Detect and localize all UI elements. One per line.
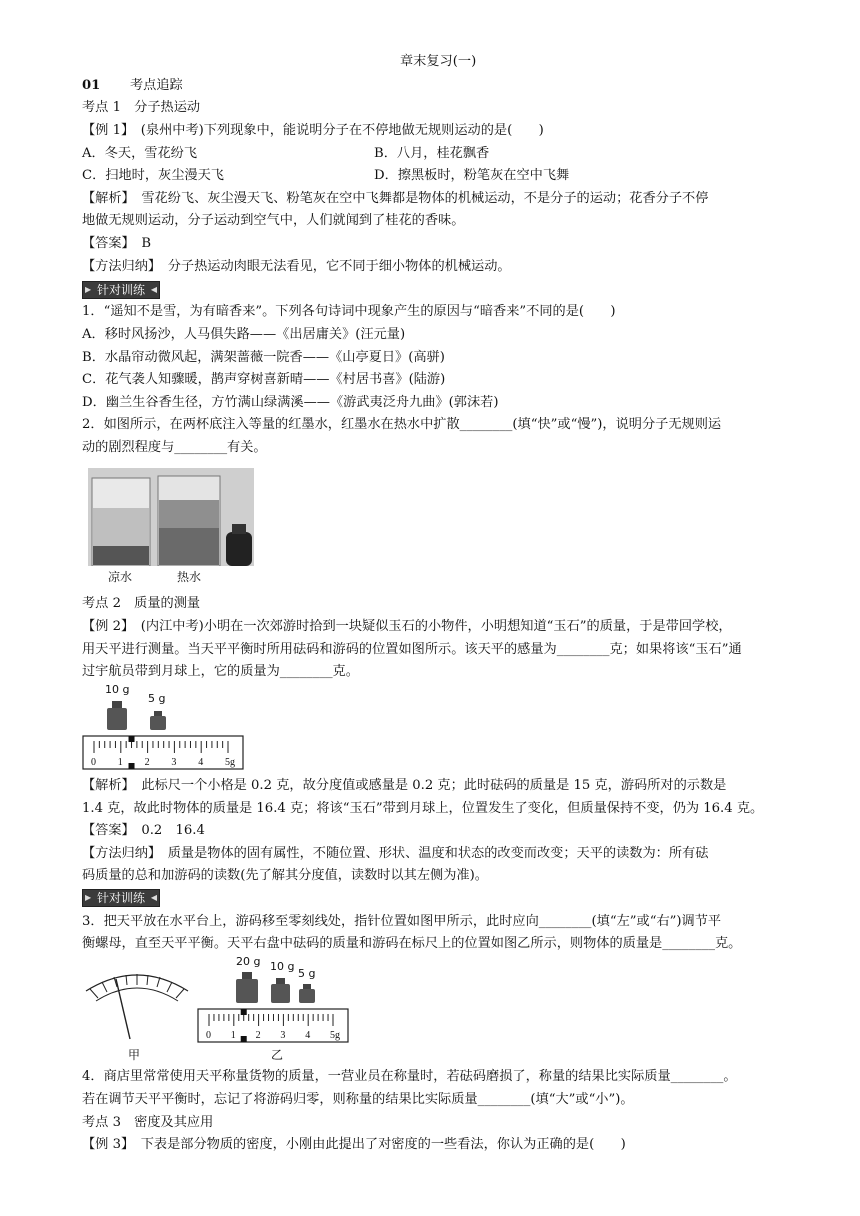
problem-4-line-2: 若在调节天平平衡时，忘记了将游码归零，则称量的结果比实际质量________(填“大”或“小”)。 xyxy=(82,1092,634,1107)
problem-2-line-1: 2．如图所示，在两杯底注入等量的红墨水，红墨水在热水中扩散________(填“快”或“慢”)，说明分子无规则运 xyxy=(82,417,722,432)
example-1-option-b: B．八月，桂花飘香 xyxy=(374,146,490,161)
figure-jia-label: 甲 xyxy=(128,1048,141,1062)
practice-tag-1: ▶ 针对训练 ◀ xyxy=(82,281,160,299)
scale-tick-label: 1 xyxy=(230,1030,236,1041)
problem-1-question: 1．“遥知不是雪，为有暗香来”。下列各句诗词中现象产生的原因与“暗香来”不同的是( ) xyxy=(82,304,616,319)
scale-tick-label: 4 xyxy=(198,757,204,768)
section-number: 01 xyxy=(82,78,101,93)
example-1-option-c: C．扫地时，灰尘漫天飞 xyxy=(82,168,224,183)
scale-tick-label: 4 xyxy=(305,1030,311,1041)
figure-yi-label: 乙 xyxy=(271,1048,284,1062)
rider-scale-1 xyxy=(82,735,244,771)
hot-water-label: 热水 xyxy=(177,570,202,584)
problem-2-line-2: 动的剧烈程度与________有关。 xyxy=(82,440,267,455)
problem-1-option-b: B．水晶帘动微风起，满架蔷薇一院香——《山亭夏日》(高骈) xyxy=(82,350,445,365)
example-1-option-d: D．擦黑板时，粉笔灰在空中飞舞 xyxy=(374,168,570,183)
weight-10g-label-2: 10 g xyxy=(270,960,295,973)
example-2-analysis-line-2: 1.4 克，故此时物体的质量是 16.4 克；将该“玉石”带到月球上，位置发生了变化，但质量保持不变，仍为 16.4 克。 xyxy=(82,801,764,816)
beaker-illustration xyxy=(88,468,254,566)
example-1-answer: 【答案】 B xyxy=(82,236,152,251)
rider xyxy=(241,1009,247,1015)
weight-5g-label: 5 g xyxy=(148,692,166,705)
example-1-method: 【方法归纳】 分子热运动肉眼无法看见，它不同于细小物体的机械运动。 xyxy=(82,259,511,274)
scale-tick-label: 5g xyxy=(225,757,235,768)
scale-tick-label: 0 xyxy=(206,1030,211,1041)
weight-10g-label: 10 g xyxy=(105,683,130,696)
weight-20g-label: 20 g xyxy=(236,955,261,968)
weights-figure-2 xyxy=(228,970,328,1006)
problem-1-option-c: C．花气袭人知骤暖，鹊声穿树喜新晴——《村居书喜》(陆游) xyxy=(82,372,446,387)
section-name: 考点追踪 xyxy=(130,78,183,93)
dial-pointer xyxy=(116,979,130,1039)
rider-bottom xyxy=(129,763,135,769)
scale-tick-label: 1 xyxy=(117,757,123,768)
example-2-analysis-line-1: 【解析】 此标尺一个小格是 0.2 克，故分度值或感量是 0.2 克；此时砝码的质量是 15 克，游码所对的示数是 xyxy=(82,778,727,793)
example-1-analysis-line-2: 地做无规则运动，分子运动到空气中，人们就闻到了桂花的香味。 xyxy=(82,213,465,228)
example-1-question: 【例 1】 (泉州中考)下列现象中，能说明分子在不停地做无规则运动的是( ) xyxy=(82,123,544,138)
topic-2-heading: 考点 2 质量的测量 xyxy=(82,596,201,611)
weight-5g-label-2: 5 g xyxy=(298,967,316,980)
beaker-photo xyxy=(88,468,254,566)
weights-figure-1 xyxy=(100,697,180,733)
weight-10g xyxy=(112,701,122,709)
topic-1-heading: 考点 1 分子热运动 xyxy=(82,100,201,115)
problem-4-line-1: 4．商店里常常使用天平称量货物的质量，一营业员在称量时，若砝码磨损了，称量的结果比实际质量________。 xyxy=(82,1069,737,1084)
topic-3-heading: 考点 3 密度及其应用 xyxy=(82,1115,214,1130)
problem-1-option-d: D．幽兰生谷香生径，方竹满山绿满溪——《游武夷泛舟九曲》(郭沫若) xyxy=(82,395,499,410)
scale-tick-label: 5g xyxy=(330,1030,340,1041)
example-2-line-3: 过宇航员带到月球上，它的质量为________克。 xyxy=(82,664,359,679)
scale-tick-label: 2 xyxy=(144,757,150,768)
problem-3-line-1: 3．把天平放在水平台上，游码移至零刻线处，指针位置如图甲所示，此时应向________(填“左”或“右”)调节平 xyxy=(82,914,722,929)
rider-scale-2 xyxy=(197,1008,349,1044)
example-2-line-2: 用天平进行测量。当天平平衡时所用砝码和游码的位置如图所示。该天平的感量为________克；如果将该“玉石”通 xyxy=(82,642,742,657)
rider xyxy=(129,736,135,742)
scale-tick-label: 0 xyxy=(91,757,96,768)
practice-tag-2: ▶ 针对训练 ◀ xyxy=(82,889,160,907)
example-2-method-line-2: 码质量的总和加游码的读数(先了解其分度值，读数时以其左侧为准)。 xyxy=(82,868,488,883)
scale-tick-label: 2 xyxy=(255,1030,261,1041)
example-1-option-a: A．冬天，雪花纷飞 xyxy=(82,146,198,161)
scale-tick-label: 3 xyxy=(171,757,177,768)
rider-bottom xyxy=(241,1036,247,1042)
scale-tick-label: 3 xyxy=(280,1030,286,1041)
pointer-dial-figure xyxy=(82,965,192,1045)
example-2-method-line-1: 【方法归纳】 质量是物体的固有属性，不随位置、形状、温度和状态的改变而改变；天平的读数为：所有砝 xyxy=(82,846,709,861)
problem-3-line-2: 衡螺母，直至天平平衡。天平右盘中砝码的质量和游码在标尺上的位置如图乙所示，则物体的质量是________克。 xyxy=(82,936,742,951)
example-3-question: 【例 3】 下表是部分物质的密度，小刚由此提出了对密度的一些看法，你认为正确的是( ) xyxy=(82,1137,626,1152)
example-2-line-1: 【例 2】 (内江中考)小明在一次郊游时拾到一块疑似玉石的小物件，小明想知道“玉石”的质量，于是带回学校， xyxy=(82,619,732,634)
problem-1-option-a: A．移时风扬沙，人马俱失路——《出居庸关》(汪元量) xyxy=(82,327,406,342)
cold-water-label: 凉水 xyxy=(108,570,133,584)
example-2-answer: 【答案】 0.2 16.4 xyxy=(82,823,205,838)
example-1-analysis-line-1: 【解析】 雪花纷飞、灰尘漫天飞、粉笔灰在空中飞舞都是物体的机械运动，不是分子的运动；花香分子不停 xyxy=(82,191,709,206)
page-title: 章末复习(一) xyxy=(400,54,477,69)
